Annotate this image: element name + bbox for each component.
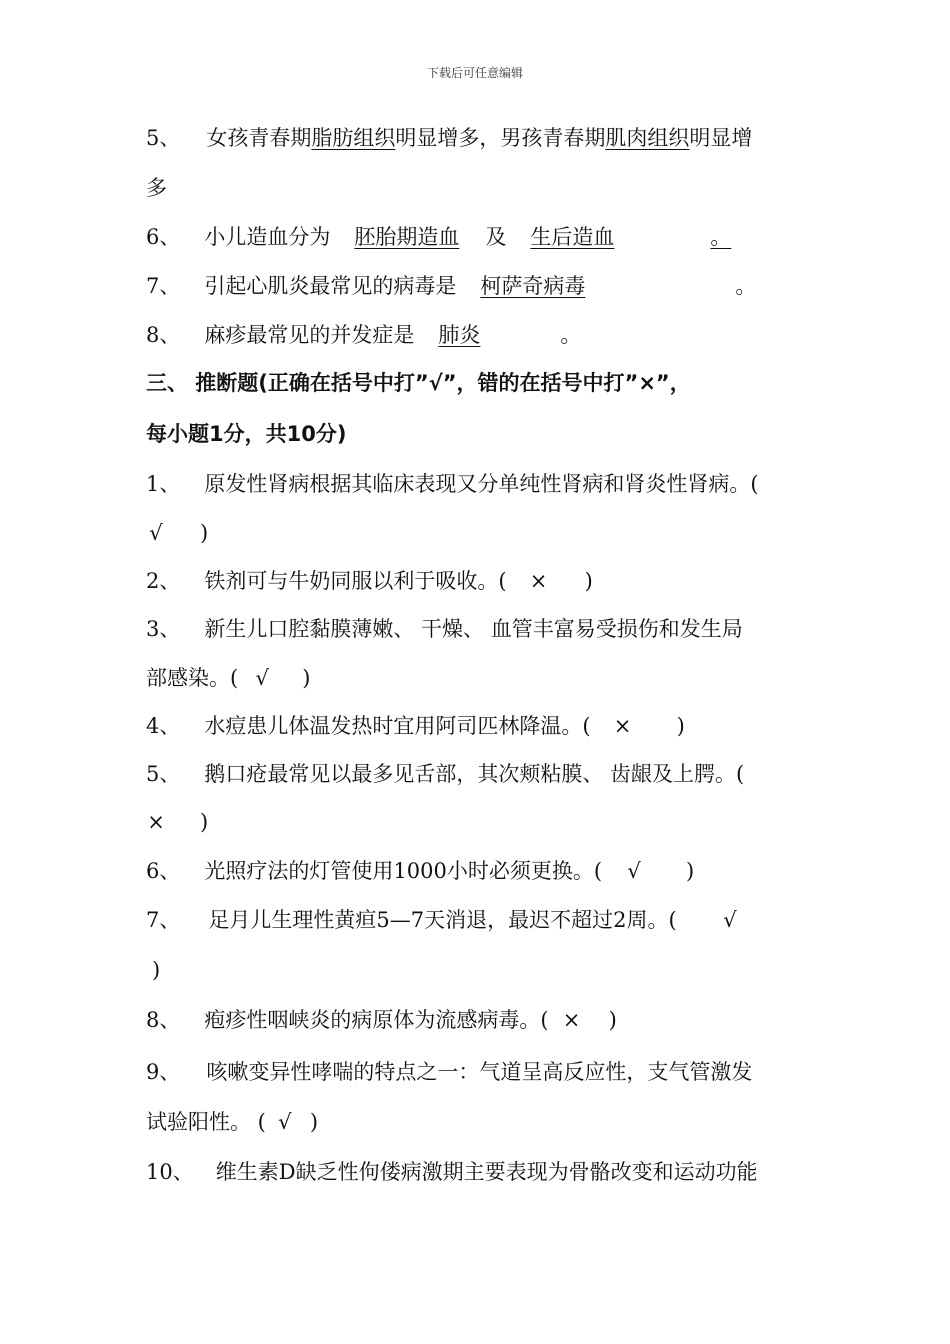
question-number: 4、 [146,714,181,738]
question-text: 水痘患儿体温发热时宜用阿司匹林降温。( [204,714,591,738]
section-title-cont: 每小题1分，共10分) [146,422,347,446]
check-mark-icon: √ [255,666,269,690]
question-text: 麻疹最常见的并发症是 [204,323,415,347]
judge-question-3-cont [146,664,310,692]
close-paren: ) [200,521,209,545]
answer-blank: 胚胎期造血 [354,225,460,249]
question-text: 新生儿口腔黏膜薄嫩、 干燥、 血管丰富易受损伤和发生局 [204,617,743,641]
judge-question-6 [146,857,694,885]
judge-question-9 [146,1058,752,1086]
question-number: 6、 [146,225,181,249]
question-text: 试验阳性。 ( [146,1110,266,1134]
judge-question-10 [146,1158,758,1186]
question-end: 。 [710,225,732,249]
close-paren: ) [309,1110,319,1134]
question-text: 及 [485,225,507,249]
question-number: 9、 [146,1060,181,1084]
answer-blank: 生后造血 [530,225,615,249]
question-text: 明显增 [689,126,753,150]
cross-mark-icon: × [529,569,548,593]
question-text: 小儿造血分为 [204,225,331,249]
question-number: 2、 [146,569,181,593]
question-text: 光照疗法的灯管使用1000小时必须更换。( [204,859,603,883]
fill-question-5 [146,124,752,152]
page-header: 下载后可任意编辑 [426,66,523,80]
judge-question-5 [146,760,744,788]
check-mark-icon: √ [149,521,163,545]
question-text: 疱疹性咽峡炎的病原体为流感病毒。( [204,1008,549,1032]
question-number: 5、 [146,126,181,150]
close-paren: ) [608,1008,617,1032]
question-number: 10、 [146,1160,194,1184]
judge-question-8 [146,1006,617,1034]
judge-question-5-answer [146,808,208,836]
judge-question-7-cont [146,956,160,984]
close-paren: ) [302,666,311,690]
check-mark-icon: √ [627,859,641,883]
question-text: 咳嗽变异性哮喘的特点之一：气道呈高反应性，支气管激发 [206,1060,753,1084]
cross-mark-icon: × [562,1008,581,1032]
close-paren: ) [686,859,695,883]
answer-blank: 脂肪组织 [311,126,396,150]
question-number: 8、 [146,1008,181,1032]
question-text: 足月儿生理性黄疸5—7天消退，最迟不超过2周。( [208,908,677,932]
question-number: 7、 [146,908,181,932]
question-text: 铁剂可与牛奶同服以利于吸收。( [204,569,507,593]
question-text: 明显增多，男孩青春期 [395,126,606,150]
judge-question-2 [146,567,593,595]
close-paren: ) [584,569,593,593]
answer-blank: 肌肉组织 [605,126,690,150]
judge-question-9-cont [146,1108,318,1136]
fill-question-5-cont: 多 [146,176,167,200]
cross-mark-icon: × [613,714,632,738]
question-text: 女孩青春期 [206,126,312,150]
judge-question-3 [146,615,743,643]
judge-question-1 [146,470,759,498]
question-text: 原发性肾病根据其临床表现又分单纯性肾病和肾炎性肾病。( [204,472,759,496]
close-paren: ) [200,810,209,834]
question-text: 引起心肌炎最常见的病毒是 [204,274,457,298]
fill-question-7 [146,272,756,300]
check-mark-icon: √ [723,908,737,932]
check-mark-icon: √ [278,1110,292,1134]
judge-question-1-answer [146,519,208,547]
question-text: 部感染。( [146,666,239,690]
question-text: 鹅口疮最常见以最多见舌部，其次颊粘膜、 齿龈及上腭。( [204,762,745,786]
answer-blank: 肺炎 [438,323,481,347]
question-text: 维生素D缺乏性佝偻病激期主要表现为骨骼改变和运动功能 [215,1160,758,1184]
judge-question-7 [146,906,737,934]
question-number: 5、 [146,762,181,786]
question-end: 。 [735,274,757,298]
question-number: 3、 [146,617,181,641]
cross-mark-icon: × [147,810,165,834]
close-paren: ) [676,714,685,738]
fill-question-8 [146,321,581,349]
question-number: 7、 [146,274,181,298]
judge-question-4 [146,712,685,740]
question-number: 1、 [146,472,181,496]
close-paren: ) [152,958,161,982]
question-number: 8、 [146,323,181,347]
question-number: 6、 [146,859,181,883]
section-title: 三、 推断题(正确在括号中打”√”，错的在括号中打”×”， [146,371,691,395]
question-end: 。 [560,323,582,347]
answer-blank: 柯萨奇病毒 [480,274,586,298]
fill-question-6 [146,223,731,251]
